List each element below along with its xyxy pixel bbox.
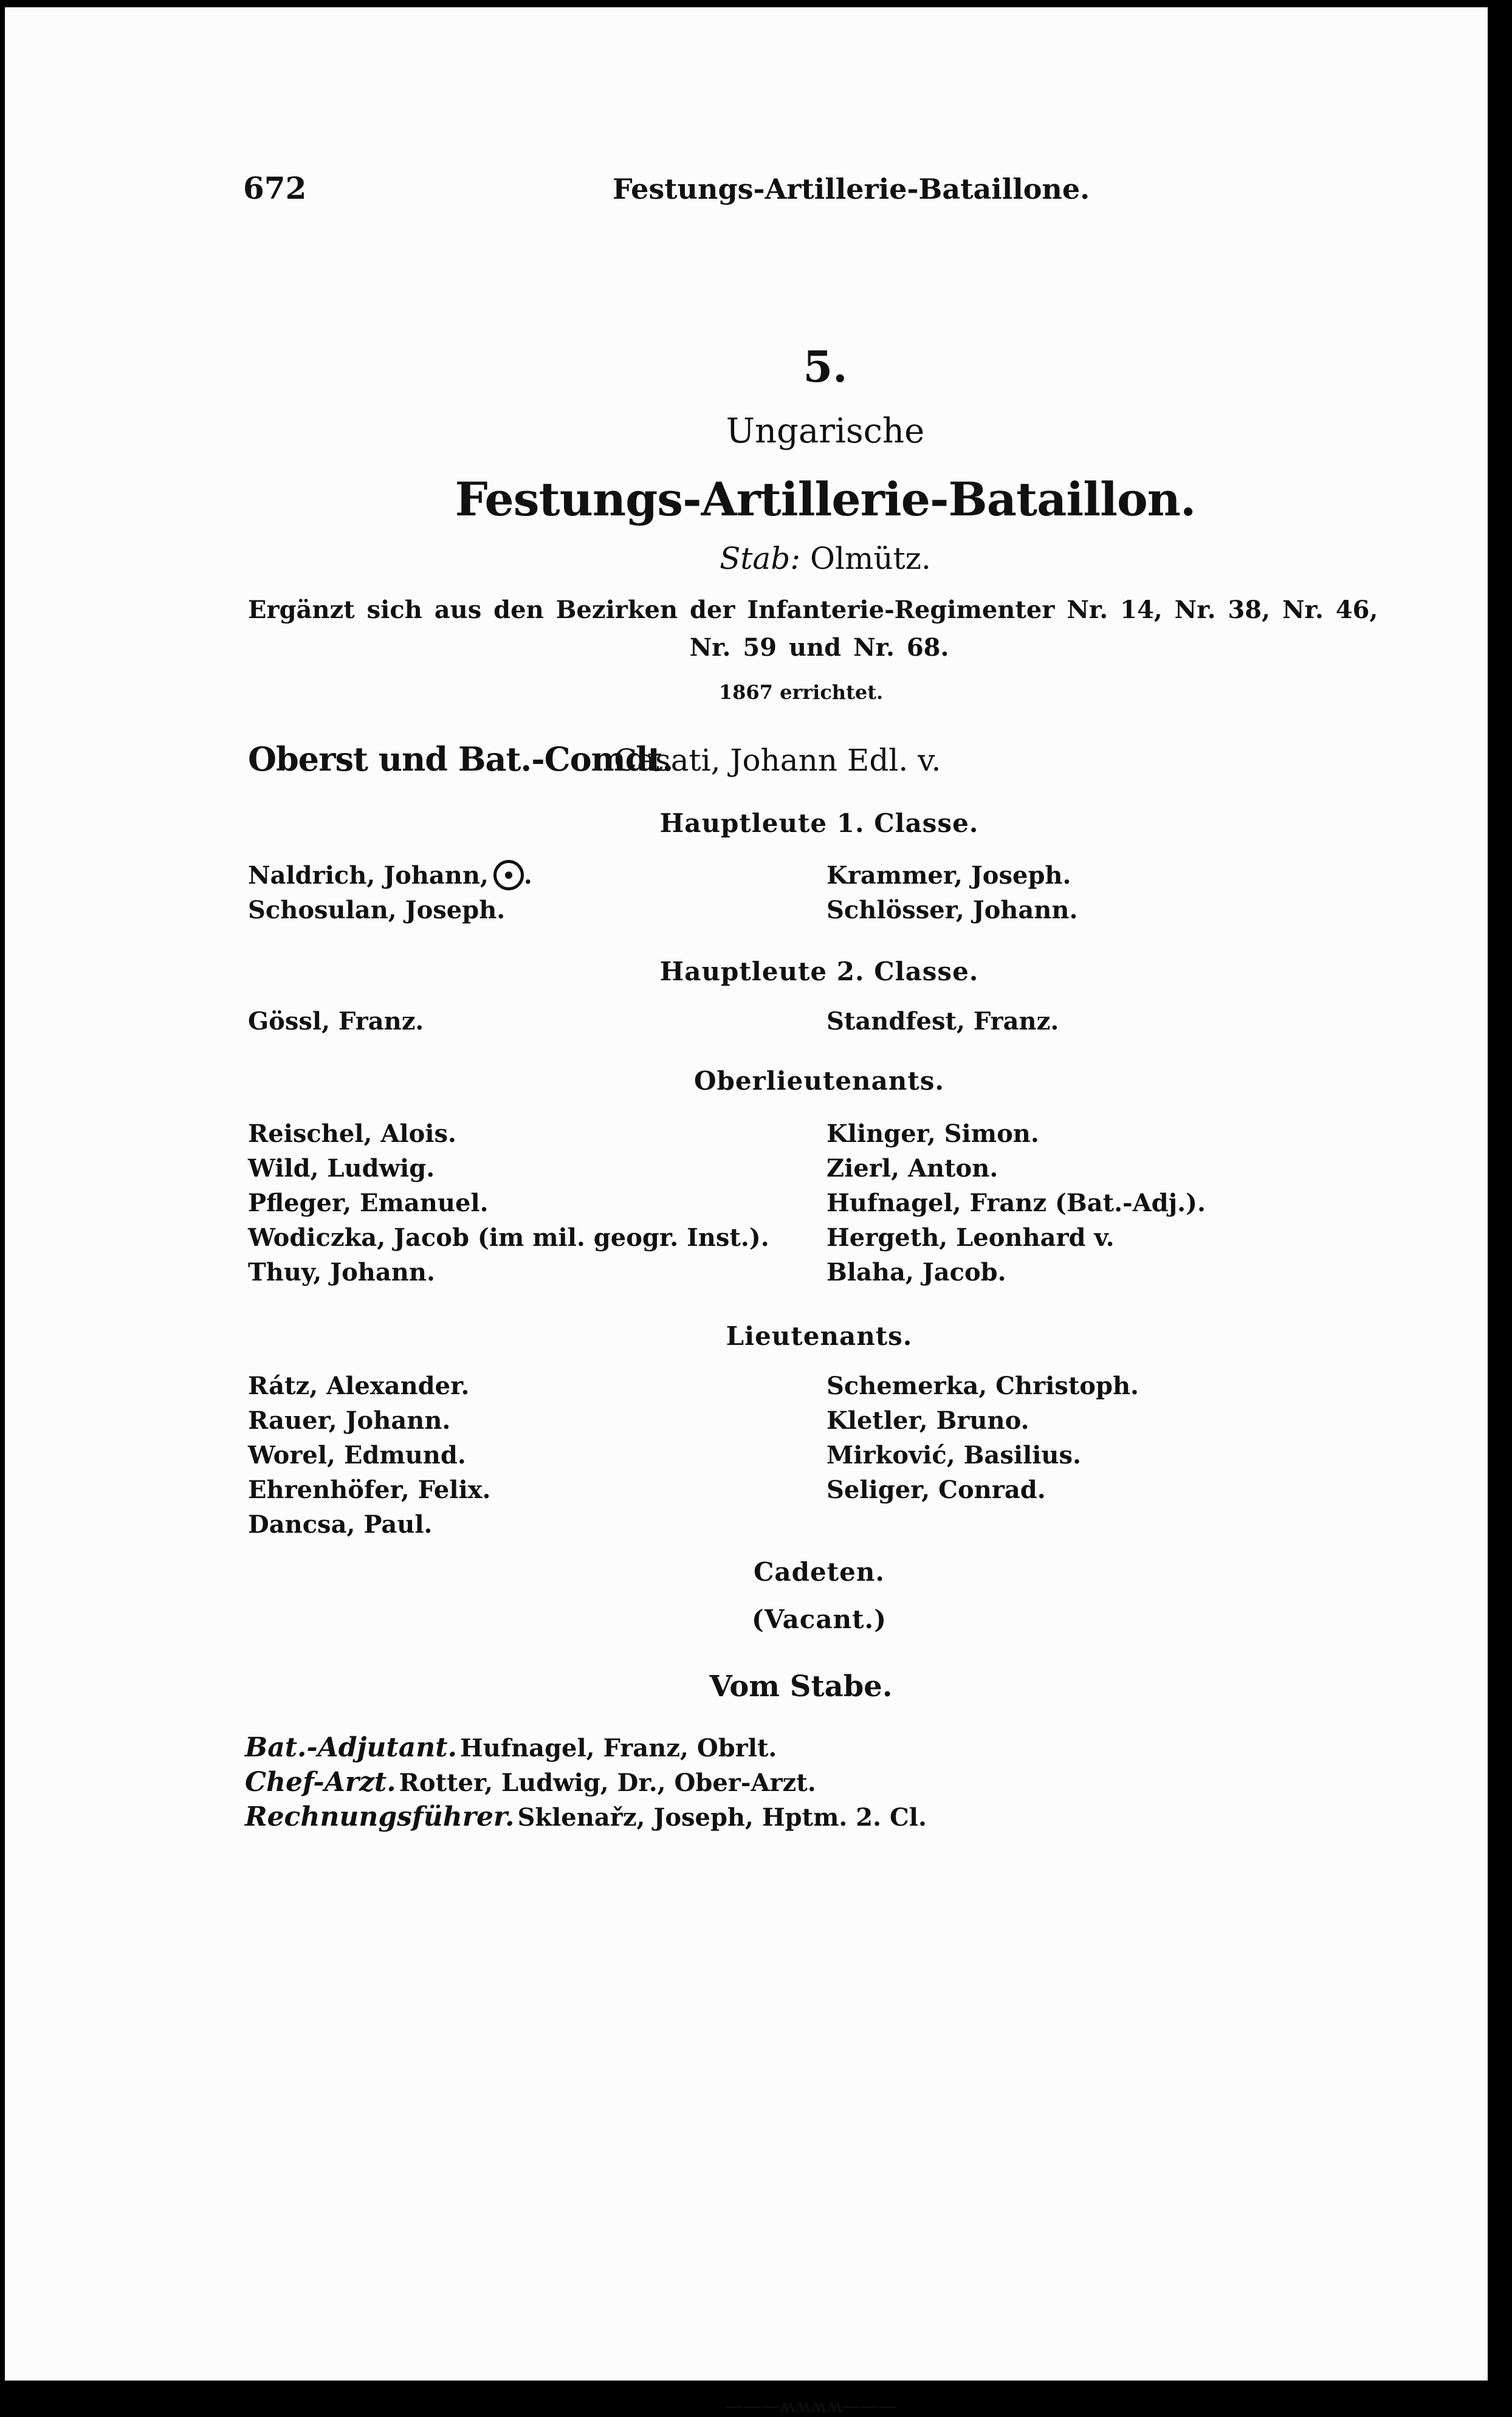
list-item: Reischel, Alois. xyxy=(248,1119,456,1148)
staff-role: Chef-Arzt. xyxy=(245,1767,396,1798)
heading-vom-stabe: Vom Stabe. xyxy=(709,1669,893,1704)
staff-entry xyxy=(245,1801,927,1832)
list-item: Seliger, Conrad. xyxy=(826,1476,1046,1504)
section-number: 5. xyxy=(803,342,848,392)
list-item: Worel, Edmund. xyxy=(248,1441,466,1470)
founded-note: 1867 errichtet. xyxy=(718,681,884,704)
cadeten-note: (Vacant.) xyxy=(751,1604,887,1634)
section-title: Festungs-Artillerie-Bataillon. xyxy=(455,472,1196,526)
list-item: Rátz, Alexander. xyxy=(248,1372,470,1400)
staff-name: Hufnagel, Franz, Obrlt. xyxy=(459,1734,777,1762)
running-title: Festungs-Artillerie-Bataillone. xyxy=(613,173,1090,205)
stab-label: Stab: xyxy=(720,541,801,576)
list-item: Hufnagel, Franz (Bat.-Adj.). xyxy=(826,1189,1206,1217)
staff-role: Bat.-Adjutant. xyxy=(245,1732,457,1763)
supplement-line-2: Nr. 59 und Nr. 68. xyxy=(689,633,949,662)
stab-line xyxy=(5,541,1512,576)
staff-entry xyxy=(245,1732,777,1763)
page-number: 672 xyxy=(243,170,307,206)
heading-hauptleute-1: Hauptleute 1. Classe. xyxy=(659,808,979,838)
decoration-circle-icon xyxy=(493,860,524,890)
stab-value: Olmütz. xyxy=(809,541,931,576)
list-item: Schlösser, Johann. xyxy=(826,896,1078,924)
list-item: Kletler, Bruno. xyxy=(826,1406,1029,1435)
list-item: Naldrich, Johann, . xyxy=(248,861,532,890)
heading-cadeten: Cadeten. xyxy=(753,1557,885,1587)
list-item: Wild, Ludwig. xyxy=(248,1154,435,1183)
list-item: Blaha, Jacob. xyxy=(826,1258,1006,1287)
list-item: Gössl, Franz. xyxy=(248,1007,424,1036)
list-item: Dancsa, Paul. xyxy=(248,1510,433,1539)
document-page xyxy=(5,7,1488,2417)
list-item: Zierl, Anton. xyxy=(826,1154,998,1183)
supplement-line-1: Ergänzt sich aus den Bezirken der Infanterie-Regimenter Nr. 14, Nr. 38, Nr. 46, xyxy=(248,596,1378,624)
list-item: Schosulan, Joseph. xyxy=(248,896,506,924)
section-subtitle: Ungarische xyxy=(726,411,925,451)
list-item: Standfest, Franz. xyxy=(826,1007,1059,1036)
list-item: Schemerka, Christoph. xyxy=(826,1372,1139,1400)
list-item: Ehrenhöfer, Felix. xyxy=(248,1476,491,1504)
heading-lieutenants: Lieutenants. xyxy=(726,1321,913,1351)
list-item: Rauer, Johann. xyxy=(248,1406,451,1435)
commander-label: Oberst und Bat.-Comdt. xyxy=(248,740,673,779)
staff-name: Rotter, Ludwig, Dr., Ober-Arzt. xyxy=(399,1769,816,1797)
list-item: Krammer, Joseph. xyxy=(826,861,1071,890)
list-item: Mirković, Basilius. xyxy=(826,1441,1081,1470)
staff-entry xyxy=(245,1767,816,1798)
list-item: Wodiczka, Jacob (im mil. geogr. Inst.). xyxy=(248,1223,769,1252)
staff-role: Rechnungsführer. xyxy=(245,1801,515,1832)
list-item: Thuy, Johann. xyxy=(248,1258,435,1287)
staff-name: Sklenařz, Joseph, Hptm. 2. Cl. xyxy=(517,1803,927,1832)
ornament-rule: ———ʍʍʍʍ——— xyxy=(725,2396,897,2417)
heading-hauptleute-2: Hauptleute 2. Classe. xyxy=(659,957,979,986)
heading-oberlieutenants: Oberlieutenants. xyxy=(693,1066,945,1096)
list-item: Klinger, Simon. xyxy=(826,1119,1039,1148)
list-item: Pfleger, Emanuel. xyxy=(248,1189,489,1217)
list-item: Hergeth, Leonhard v. xyxy=(826,1223,1115,1252)
commander-name: Casati, Johann Edl. v. xyxy=(614,743,941,778)
